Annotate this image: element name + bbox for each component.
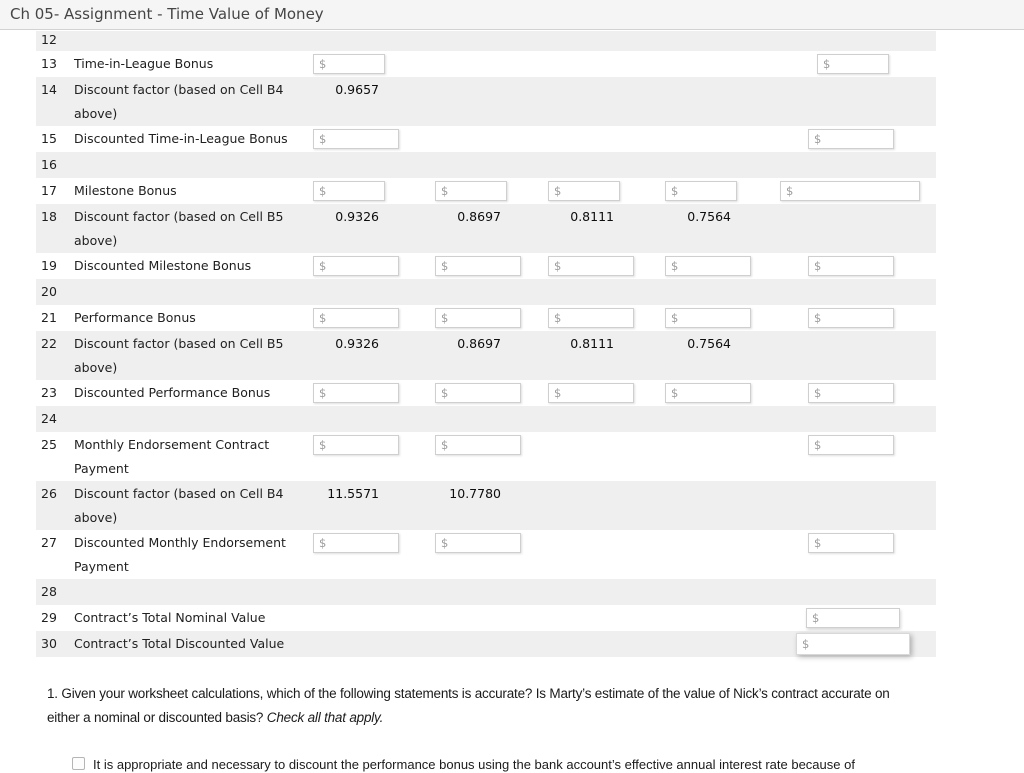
question-text xyxy=(47,682,922,730)
worksheet-row xyxy=(36,51,936,77)
worksheet-row xyxy=(36,406,936,432)
cell-input-r19-d[interactable] xyxy=(548,256,634,276)
row-number: 21 xyxy=(41,310,57,325)
row-label: Discount factor (based on Cell B4 above) xyxy=(74,82,284,121)
discount-factor-value: 0.7564 xyxy=(687,336,731,351)
cell-input-r25-f[interactable] xyxy=(808,435,894,455)
cell-input-r15-b[interactable] xyxy=(313,129,399,149)
worksheet-row xyxy=(36,126,936,152)
question-prompt: 1. Given your worksheet calculations, which of the following statements is accurate? Is Marty’s estimate of the value of Nick’s contract accurate on either a nominal or discounted basis? xyxy=(47,686,890,725)
answer-option xyxy=(72,756,922,773)
row-label: Discount factor (based on Cell B5 above) xyxy=(74,209,284,248)
worksheet-row xyxy=(36,77,936,126)
cell-input-r19-e[interactable] xyxy=(665,256,751,276)
worksheet-table xyxy=(36,31,936,657)
assignment-title-bar xyxy=(0,0,1024,30)
row-number: 12 xyxy=(41,32,57,47)
cell-input-r21-d[interactable] xyxy=(548,308,634,328)
cell-input-r30-f[interactable] xyxy=(796,633,910,655)
row-number: 28 xyxy=(41,584,57,599)
discount-factor-value: 0.7564 xyxy=(687,209,731,224)
cell-input-r21-e[interactable] xyxy=(665,308,751,328)
worksheet-row xyxy=(36,605,936,631)
answer-options xyxy=(47,756,922,773)
cell-input-r23-b[interactable] xyxy=(313,383,399,403)
cell-input-r17-b[interactable] xyxy=(313,181,385,201)
cell-input-r23-e[interactable] xyxy=(665,383,751,403)
row-label: Discount factor (based on Cell B5 above) xyxy=(74,336,284,375)
row-number: 19 xyxy=(41,258,57,273)
worksheet-row xyxy=(36,481,936,530)
discount-factor-value: 0.9657 xyxy=(335,82,379,97)
worksheet-row xyxy=(36,253,936,279)
row-number: 22 xyxy=(41,336,57,351)
worksheet-row xyxy=(36,31,936,51)
discount-factor-value: 0.8697 xyxy=(457,336,501,351)
discount-factor-value: 0.8111 xyxy=(570,209,614,224)
question-instruction: Check all that apply. xyxy=(266,710,384,725)
worksheet-row xyxy=(36,530,936,579)
cell-input-r13-f[interactable] xyxy=(817,54,889,74)
row-number: 17 xyxy=(41,183,57,198)
discount-factor-value: 0.9326 xyxy=(335,336,379,351)
option-checkbox-1[interactable] xyxy=(72,757,85,770)
worksheet-row xyxy=(36,432,936,481)
cell-input-r21-c[interactable] xyxy=(435,308,521,328)
worksheet-row xyxy=(36,331,936,380)
cell-input-r13-b[interactable] xyxy=(313,54,385,74)
worksheet-row xyxy=(36,305,936,331)
cell-input-r23-f[interactable] xyxy=(808,383,894,403)
cell-input-r19-c[interactable] xyxy=(435,256,521,276)
row-number: 20 xyxy=(41,284,57,299)
cell-input-r23-d[interactable] xyxy=(548,383,634,403)
worksheet-row xyxy=(36,380,936,406)
cell-input-r15-f[interactable] xyxy=(808,129,894,149)
row-label: Contract’s Total Nominal Value xyxy=(74,610,266,625)
question-section xyxy=(47,682,922,773)
cell-input-r27-c[interactable] xyxy=(435,533,521,553)
cell-input-r19-b[interactable] xyxy=(313,256,399,276)
row-label: Performance Bonus xyxy=(74,310,196,325)
row-label: Discounted Monthly Endorsement Payment xyxy=(74,535,286,574)
row-label: Discounted Milestone Bonus xyxy=(74,258,252,273)
row-label: Monthly Endorsement Contract Payment xyxy=(74,437,270,476)
row-number: 18 xyxy=(41,209,57,224)
discount-factor-value: 0.8697 xyxy=(457,209,501,224)
discount-factor-value: 10.7780 xyxy=(449,486,501,501)
discount-factor-value: 11.5571 xyxy=(327,486,379,501)
cell-input-r17-c[interactable] xyxy=(435,181,507,201)
cell-input-r25-c[interactable] xyxy=(435,435,521,455)
cell-input-r27-b[interactable] xyxy=(313,533,399,553)
cell-input-r21-f[interactable] xyxy=(808,308,894,328)
row-label: Milestone Bonus xyxy=(74,183,177,198)
row-number: 27 xyxy=(41,535,57,550)
cell-input-r23-c[interactable] xyxy=(435,383,521,403)
row-label: Contract’s Total Discounted Value xyxy=(74,636,285,651)
row-number: 26 xyxy=(41,486,57,501)
row-number: 30 xyxy=(41,636,57,651)
row-number: 29 xyxy=(41,610,57,625)
cell-input-r19-f[interactable] xyxy=(808,256,894,276)
page-title: Ch 05- Assignment - Time Value of Money xyxy=(10,5,324,23)
cell-input-r17-f[interactable] xyxy=(780,181,920,201)
cell-input-r25-b[interactable] xyxy=(313,435,399,455)
row-label: Discounted Time-in-League Bonus xyxy=(74,131,288,146)
worksheet-row xyxy=(36,279,936,305)
row-number: 15 xyxy=(41,131,57,146)
cell-input-r17-e[interactable] xyxy=(665,181,737,201)
row-label: Time-in-League Bonus xyxy=(74,56,214,71)
worksheet-row xyxy=(36,178,936,204)
cell-input-r17-d[interactable] xyxy=(548,181,620,201)
row-number: 16 xyxy=(41,157,57,172)
discount-factor-value: 0.8111 xyxy=(570,336,614,351)
cell-input-r21-b[interactable] xyxy=(313,308,399,328)
worksheet-row xyxy=(36,579,936,605)
cell-input-r29-f[interactable] xyxy=(806,608,900,628)
cell-input-r27-f[interactable] xyxy=(808,533,894,553)
worksheet-row xyxy=(36,631,936,657)
row-label: Discount factor (based on Cell B4 above) xyxy=(74,486,284,525)
discount-factor-value: 0.9326 xyxy=(335,209,379,224)
row-number: 24 xyxy=(41,411,57,426)
row-number: 13 xyxy=(41,56,57,71)
row-number: 25 xyxy=(41,437,57,452)
worksheet-row xyxy=(36,204,936,253)
option-label: It is appropriate and necessary to discount the performance bonus using the bank account’s effective annual interest rate because of xyxy=(93,757,855,772)
row-number: 23 xyxy=(41,385,57,400)
row-number: 14 xyxy=(41,82,57,97)
row-label: Discounted Performance Bonus xyxy=(74,385,271,400)
worksheet-row xyxy=(36,152,936,178)
